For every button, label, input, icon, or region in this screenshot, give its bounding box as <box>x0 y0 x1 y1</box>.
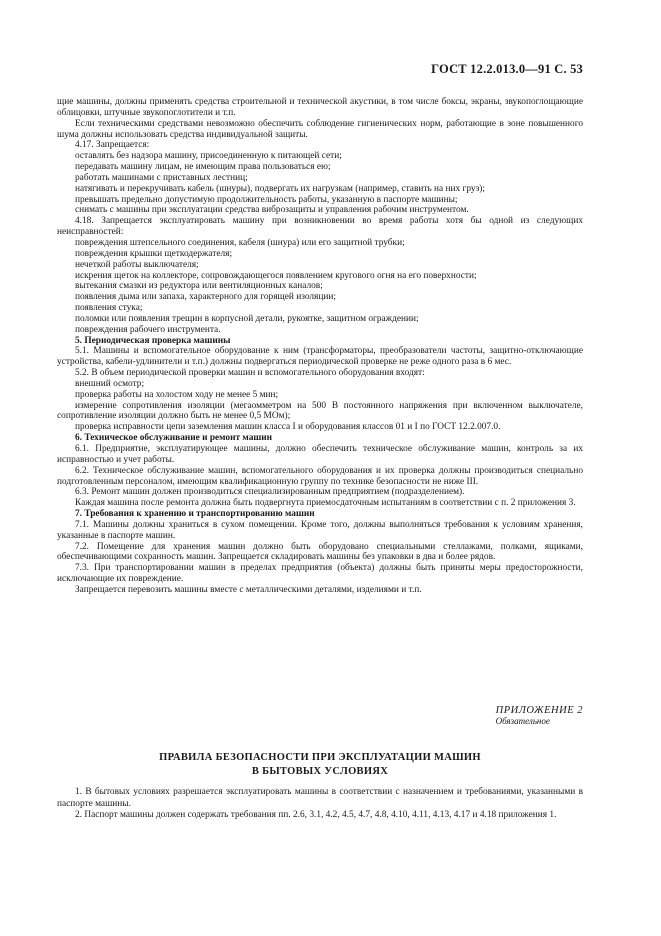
body-paragraph: появления стука; <box>75 303 143 314</box>
body-paragraph: вытекания смазки из редуктора или вентиляционных каналов; <box>75 281 323 292</box>
page-header: ГОСТ 12.2.013.0—91 С. 53 <box>431 62 583 76</box>
appendix-title: ПРИЛОЖЕНИЕ 2 <box>495 705 583 716</box>
body-paragraph: проверка работы на холостом ходу не менее 5 мин; <box>75 389 279 400</box>
appendix-heading-line-2: В БЫТОВЫХ УСЛОВИЯХ <box>251 766 389 777</box>
body-paragraph: натягивать и перекручивать кабель (шнуры), подвергать их нагрузкам (например, ставить на них груз); <box>75 183 485 194</box>
appendix-heading-line-1: ПРАВИЛА БЕЗОПАСНОСТИ ПРИ ЭКСПЛУАТАЦИИ МАШИН <box>159 752 481 763</box>
body-paragraph: оставлять без надзора машину, присоединенную к питающей сети; <box>75 151 342 162</box>
body-paragraph: 7.2. Помещение для хранения машин должно быть оборудовано специальными стеллажами, полками, ящиками, обеспечивающими сохранность машин. Запрещается складировать машины без упаковки в два и более рядов. <box>57 541 583 563</box>
body-paragraph: поломки или появления трещин в корпусной детали, рукоятке, защитном ограждении; <box>75 313 419 324</box>
body-paragraph: 6.1. Предприятие, эксплуатирующее машины, должно обеспечить техническое обслуживание машин, контроль за их исправностью и учет работы. <box>57 444 583 465</box>
body-paragraph: внешний осмотр; <box>75 378 145 389</box>
body-paragraph: 7.3. При транспортировании машин в пределах предприятия (объекта) должны быть приняты меры предосторожности, исключающие их повреждение. <box>57 563 583 585</box>
appendix-label <box>496 705 583 726</box>
body-text <box>57 97 583 596</box>
body-paragraph: 6.2. Техническое обслуживание машин, вспомогательного оборудования и их проверка должны производиться специально подготовленным персоналом, имеющим квалификационную группу по технике безопасности не ниже III. <box>57 465 583 487</box>
body-paragraph: Если техническими средствами невозможно обеспечить соблюдение гигиенических норм, работающие в зоне повышенного шума должны использовать средства индивидуальной защиты. <box>57 118 583 140</box>
appendix-paragraph: 2. Паспорт машины должен содержать требования пп. 2.6, 3.1, 4.2, 4.5, 4.7, 4.8, 4.10, 4.11, 4.13, 4.17 и 4.18 приложения 1. <box>75 810 557 820</box>
body-paragraph: Каждая машина после ремонта должна быть подвергнута приемосдаточным испытаниям в соответствии с п. 2 приложения 3. <box>75 498 576 509</box>
body-paragraph: Запрещается перевозить машины вместе с металлическими деталями, изделиями и т.п. <box>75 584 422 595</box>
section-heading: 7. Требования к хранению и транспортированию машин <box>75 509 315 520</box>
body-paragraph: повреждения рабочего инструмента. <box>75 324 221 335</box>
appendix-subtitle: Обязательное <box>495 716 550 726</box>
body-paragraph: повреждения штепсельного соединения, кабеля (шнура) или его защитной трубки; <box>75 237 405 248</box>
body-paragraph: 6.3. Ремонт машин должен производиться специализированным предприятием (подразделением). <box>75 487 465 498</box>
section-heading: 6. Техническое обслуживание и ремонт машин <box>75 433 273 444</box>
body-paragraph: превышать предельно допустимую продолжительность работы, указанную в паспорте машины; <box>75 194 458 205</box>
appendix-text <box>57 787 583 822</box>
body-paragraph: проверка исправности цепи заземления машин класса I и оборудования классов 01 и I по ГОСТ 12.2.007.0. <box>75 422 501 433</box>
body-paragraph: щие машины, должны применять средства строительной и технической акустики, в том числе боксы, экраны, звукопоглощающие облицовки, штучные звукопоглотители и т.п. <box>57 97 583 118</box>
body-paragraph: 5.2. В объем периодической проверки машин и вспомогательного оборудования входят: <box>75 368 425 379</box>
body-paragraph: 4.18. Запрещается эксплуатировать машину при возникновении во время работы хотя бы одной из следующих неисправностей: <box>57 216 583 238</box>
body-paragraph: 5.1. Машины и вспомогательное оборудование к ним (трансформаторы, преобразователи частоты, защитно-отключающие устройства, кабели-удлинители и т.п.) должны подвергаться периодической проверке не реже одного раза в 6 мес. <box>57 346 583 368</box>
body-paragraph: снимать с машины при эксплуатации средства виброзащиты и управления рабочим инструментом. <box>75 205 469 216</box>
body-paragraph: измерение сопротивления изоляции (мегаомметром на 500 В постоянного напряжения при включенном выключателе, сопротивление изоляции должно быть не менее 0,5 МОм); <box>57 400 583 422</box>
body-paragraph: работать машинами с приставных лестниц; <box>75 172 248 183</box>
appendix-heading <box>57 751 583 779</box>
body-paragraph: нечеткой работы выключателя; <box>75 259 199 270</box>
body-paragraph: передавать машину лицам, не имеющим права пользоваться ею; <box>75 162 331 173</box>
appendix-paragraph: 1. В бытовых условиях разрешается эксплуатировать машины в соответствии с назначением и требованиями, указанными в паспорте машины. <box>57 787 583 809</box>
body-paragraph: появления дыма или запаха, характерного для горящей изоляции; <box>75 292 336 303</box>
body-paragraph: повреждения крышки щеткодержателя; <box>75 248 233 259</box>
section-heading: 5. Периодическая проверка машины <box>75 335 231 346</box>
body-paragraph: 4.17. Запрещается: <box>75 140 150 151</box>
body-paragraph: 7.1. Машины должны храниться в сухом помещении. Кроме того, должны выполняться требования к условиям хранения, указанные в паспорте машин. <box>57 519 583 541</box>
body-paragraph: искрения щеток на коллекторе, сопровождающегося появлением кругового огня на его поверхности; <box>75 270 477 281</box>
